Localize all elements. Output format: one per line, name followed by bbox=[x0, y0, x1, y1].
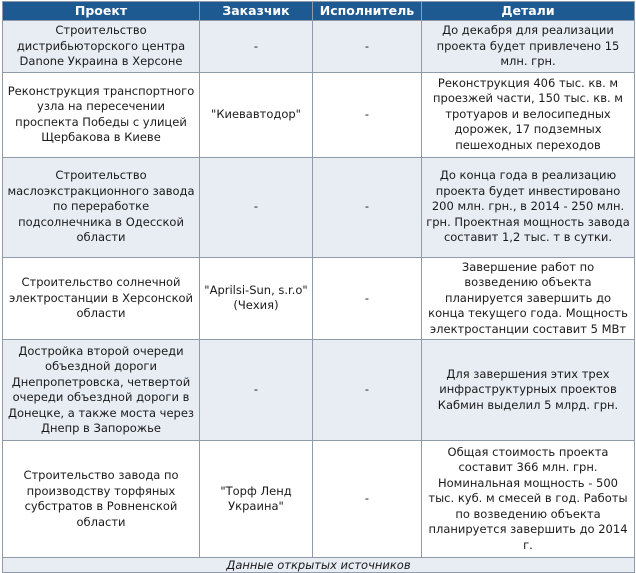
cell-details: Реконструкция 406 тыс. кв. м проезжей части, 150 тыс. кв. м тротуаров и велосипедных дорожек, 17 подземных пешеходных переходов bbox=[422, 72, 635, 157]
cell-project: Реконструкция транспортного узла на пересечении проспекта Победы с улицей Щербакова в Киеве bbox=[3, 72, 200, 157]
cell-project: Достройка второй очереди объездной дороги Днепропетровска, четвертой очереди объездной дороги в Донецке, а также моста через Днепр в Запорожье bbox=[3, 340, 200, 441]
cell-details: Завершение работ по возведению объекта планируется завершить до конца текущего года. Мощность электростанции составит 5 МВт bbox=[422, 257, 635, 340]
table-row bbox=[3, 441, 635, 558]
cell-customer: - bbox=[200, 340, 313, 441]
cell-project: Строительство маслоэкстракционного завода по переработке подсолнечника в Одесской области bbox=[3, 157, 200, 257]
cell-customer: "Киевавтодор" bbox=[200, 72, 313, 157]
cell-details: До конца года в реализацию проекта будет инвестировано 200 млн. грн., в 2014 - 250 млн. грн. Проектная мощность завода составит 1,2 тыс. т в сутки. bbox=[422, 157, 635, 257]
cell-details: Общая стоимость проекта составит 366 млн. грн. Номинальная мощность - 500 тыс. куб. м смесей в год. Работы по возведению объекта планируется завершить до 2014 г. bbox=[422, 441, 635, 558]
cell-details: Для завершения этих трех инфраструктурных проектов Кабмин выделил 5 млрд. грн. bbox=[422, 340, 635, 441]
table-header bbox=[3, 2, 635, 21]
cell-customer: - bbox=[200, 21, 313, 73]
cell-contractor: - bbox=[313, 21, 422, 73]
cell-details: До декабря для реализации проекта будет привлечено 15 млн. грн. bbox=[422, 21, 635, 73]
header-details: Детали bbox=[422, 2, 635, 21]
table-row bbox=[3, 340, 635, 441]
header-contractor: Исполнитель bbox=[313, 2, 422, 21]
table-footer-source: Данные открытых источников bbox=[3, 558, 635, 573]
cell-contractor: - bbox=[313, 257, 422, 340]
cell-contractor: - bbox=[313, 340, 422, 441]
table-row bbox=[3, 72, 635, 157]
table-row bbox=[3, 257, 635, 340]
table-row bbox=[3, 157, 635, 257]
cell-customer: "Торф Ленд Украина" bbox=[200, 441, 313, 558]
cell-customer: - bbox=[200, 157, 313, 257]
cell-project: Строительство дистрибьюторского центра Danone Украина в Херсоне bbox=[3, 21, 200, 73]
cell-project: Строительство солнечной электростанции в Херсонской области bbox=[3, 257, 200, 340]
header-customer: Заказчик bbox=[200, 2, 313, 21]
cell-contractor: - bbox=[313, 441, 422, 558]
cell-customer: "Aprilsi-Sun, s.r.o" (Чехия) bbox=[200, 257, 313, 340]
header-project: Проект bbox=[3, 2, 200, 21]
cell-project: Строительство завода по производству торфяных субстратов в Ровненской области bbox=[3, 441, 200, 558]
table-row bbox=[3, 21, 635, 73]
cell-contractor: - bbox=[313, 72, 422, 157]
cell-contractor: - bbox=[313, 157, 422, 257]
projects-table bbox=[2, 1, 635, 573]
